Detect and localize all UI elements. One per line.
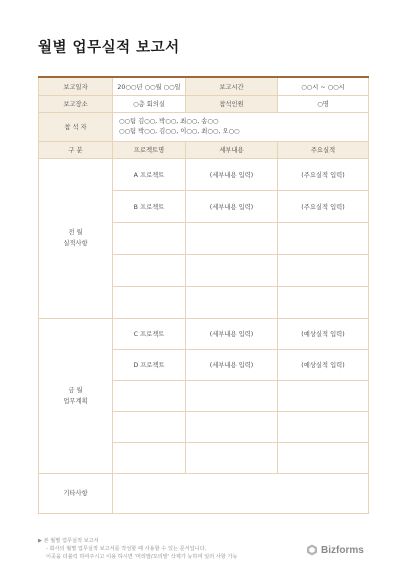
- detail-cell[interactable]: [186, 411, 278, 442]
- result-cell[interactable]: [278, 254, 369, 286]
- project-cell[interactable]: [113, 286, 186, 318]
- project-cell[interactable]: B 프로젝트: [113, 190, 186, 222]
- detail-cell[interactable]: (세부내용 입력): [186, 318, 278, 349]
- attendees-line-2: ○○팀 박○○, 김○○, 이○○, 최○○, 오○○: [119, 127, 240, 135]
- col-header-project: 프로젝트명: [113, 141, 186, 158]
- other-label: 기타사항: [39, 473, 113, 513]
- attendee-count-label: 참석인원: [186, 95, 278, 112]
- project-cell[interactable]: [113, 222, 186, 254]
- attendees-label: 참 석 자: [39, 112, 113, 141]
- section-label-current: 전 월 실적사항: [39, 158, 113, 318]
- page-title: 월별 업무실적 보고서: [38, 40, 180, 56]
- result-cell[interactable]: (예상실적 입력): [278, 318, 369, 349]
- result-cell[interactable]: (주요실적 입력): [278, 190, 369, 222]
- detail-cell[interactable]: (세부내용 입력): [186, 190, 278, 222]
- project-cell[interactable]: [113, 254, 186, 286]
- report-time-value[interactable]: ○○시 ~ ○○시: [278, 77, 369, 95]
- detail-cell[interactable]: [186, 286, 278, 318]
- project-cell[interactable]: [113, 411, 186, 442]
- result-cell[interactable]: [278, 442, 369, 473]
- brand-name: Bizforms: [321, 544, 364, 556]
- report-table: [38, 76, 369, 514]
- info-row-date: [39, 77, 369, 95]
- info-row-place: [39, 95, 369, 112]
- bizforms-logo-icon: [306, 544, 318, 556]
- report-place-value[interactable]: ○층 회의실: [113, 95, 186, 112]
- attendee-count-value[interactable]: ○명: [278, 95, 369, 112]
- table-row: [39, 158, 369, 190]
- project-cell[interactable]: [113, 380, 186, 411]
- report-date-value[interactable]: 20○○년 ○○월 ○○일: [113, 77, 186, 95]
- project-cell[interactable]: A 프로젝트: [113, 158, 186, 190]
- detail-cell[interactable]: [186, 254, 278, 286]
- detail-cell[interactable]: (세부내용 입력): [186, 349, 278, 380]
- footer-line-2: - 회사의 월별 업무실적 보고서를 작성할 때 사용할 수 있는 문서입니다.: [46, 546, 207, 552]
- footer-line-3: 이곳을 더블릭 하여주시고 이용 하시면 '머리말/꼬리말' 삭제가 능하며 일러 사항 가능: [46, 554, 238, 560]
- project-cell[interactable]: [113, 442, 186, 473]
- report-date-label: 보고일자: [39, 77, 113, 95]
- section-label-plan: 금 월 업무계획: [39, 318, 113, 473]
- col-header-division: 구 분: [39, 141, 113, 158]
- info-row-attendees: [39, 112, 369, 141]
- result-cell[interactable]: [278, 286, 369, 318]
- footer-note: [38, 537, 237, 561]
- project-cell[interactable]: C 프로젝트: [113, 318, 186, 349]
- bizforms-logo: [306, 544, 364, 556]
- result-cell[interactable]: [278, 411, 369, 442]
- detail-cell[interactable]: (세부내용 입력): [186, 158, 278, 190]
- project-cell[interactable]: D 프로젝트: [113, 349, 186, 380]
- attendees-value[interactable]: [113, 112, 369, 141]
- report-time-label: 보고시간: [186, 77, 278, 95]
- detail-cell[interactable]: [186, 442, 278, 473]
- attendees-line-1: ○○팀 김○○, 박○○, 최○○, 송○○: [119, 117, 219, 125]
- footer-line-1: ▶ 본 월별 업무실적 보고서: [38, 538, 99, 544]
- detail-cell[interactable]: [186, 380, 278, 411]
- result-cell[interactable]: (예상실적 입력): [278, 349, 369, 380]
- other-row: [39, 473, 369, 513]
- table-row: [39, 318, 369, 349]
- column-header-row: [39, 141, 369, 158]
- report-place-label: 보고장소: [39, 95, 113, 112]
- other-value[interactable]: [113, 473, 369, 513]
- result-cell[interactable]: (주요실적 입력): [278, 158, 369, 190]
- col-header-result: 주요실적: [278, 141, 369, 158]
- result-cell[interactable]: [278, 380, 369, 411]
- detail-cell[interactable]: [186, 222, 278, 254]
- result-cell[interactable]: [278, 222, 369, 254]
- col-header-detail: 세부내용: [186, 141, 278, 158]
